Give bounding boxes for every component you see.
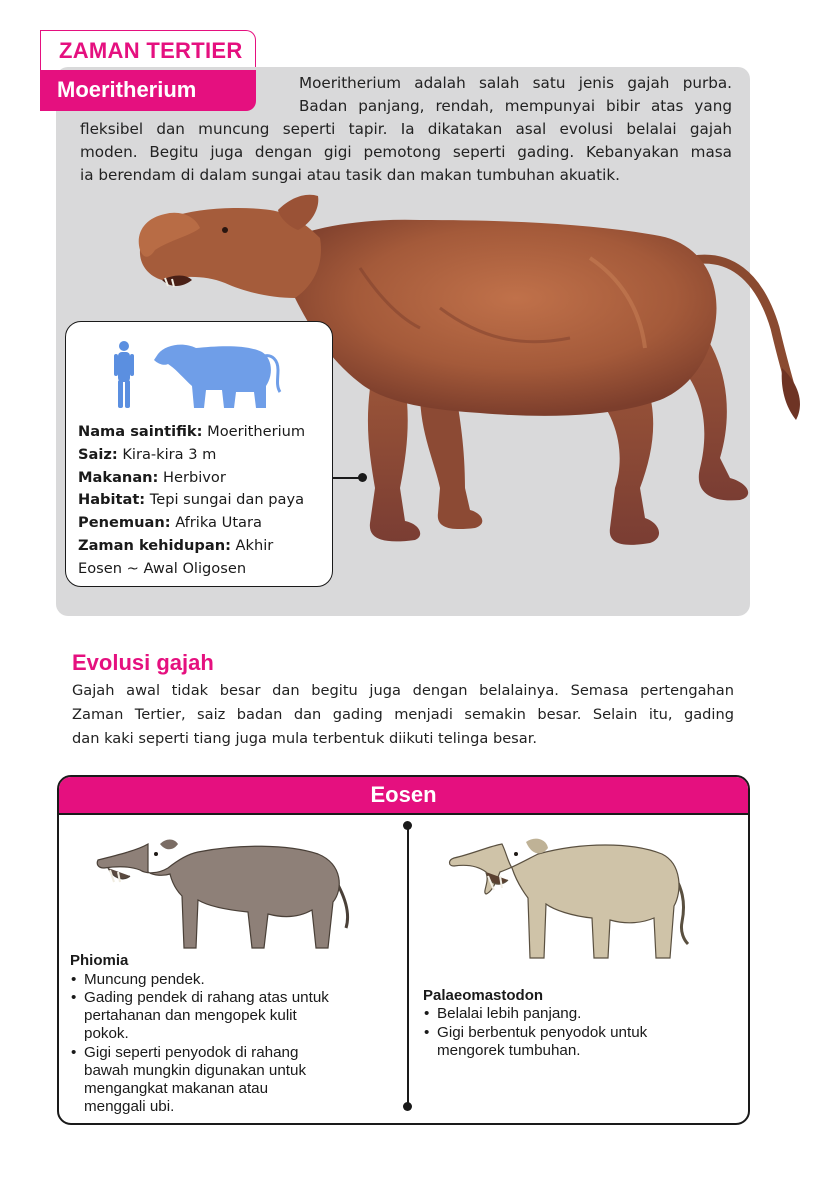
section-title: Evolusi gajah (72, 650, 214, 675)
palaeomastodon-bullet-2-cont: mengorek tumbuhan. (437, 1042, 581, 1059)
period-info-cont: Eosen ~ Awal Oligosen (78, 560, 247, 577)
period-info: Zaman kehidupan: Akhir (78, 537, 274, 554)
intro-line-1: Moeritherium adalah salah satu jenis gajah purba. (299, 74, 732, 92)
animal-name: Moeritherium (57, 77, 197, 102)
column-divider (407, 826, 409, 1108)
phiomia-bullet-3-cont: bawah mungkin digunakan untuk (84, 1062, 307, 1079)
scientific-name: Nama saintifik: Moeritherium (78, 423, 306, 440)
palaeomastodon-name: Palaeomastodon (423, 987, 544, 1004)
fact-box (65, 321, 333, 587)
pointer-dot (358, 473, 367, 482)
palaeomastodon-bullet-1: • Belalai lebih panjang. (424, 1005, 582, 1022)
era-title: ZAMAN TERTIER (59, 38, 243, 63)
era-tab (40, 30, 256, 70)
palaeomastodon-illustration (442, 832, 692, 967)
size-comparison-figure (106, 334, 286, 416)
animal-name-tab (40, 70, 256, 111)
divider-dot-bottom (403, 1102, 412, 1111)
phiomia-bullet-3-cont2: mengangkat makanan atau (84, 1080, 269, 1097)
evolution-line-3: dan kaki seperti tiang juga mula terbentuk diikuti telinga besar. (72, 730, 538, 747)
eosen-header (59, 777, 748, 815)
intro-line-2: Badan panjang, rendah, mempunyai bibir atas yang (299, 97, 732, 115)
phiomia-bullet-3: • Gigi seperti penyodok di rahang (71, 1044, 299, 1061)
size-info: Saiz: Kira-kira 3 m (78, 446, 217, 463)
phiomia-illustration (88, 830, 353, 960)
habitat-info: Habitat: Tepi sungai dan paya (78, 491, 305, 508)
intro-line-3: fleksibel dan muncung seperti tapir. Ia dikatakan asal evolusi belalai gajah (80, 120, 732, 138)
phiomia-bullet-1: • Muncung pendek. (71, 971, 205, 988)
eosen-title: Eosen (370, 782, 437, 807)
phiomia-bullet-3-cont3: menggali ubi. (84, 1098, 175, 1115)
phiomia-bullet-2-cont: pertahanan dan mengopek kulit (84, 1007, 297, 1024)
diet-info: Makanan: Herbivor (78, 469, 226, 486)
intro-line-4: moden. Begitu juga dengan gigi pemotong seperti gading. Kebanyakan masa (80, 143, 732, 161)
discovery-info: Penemuan: Afrika Utara (78, 514, 262, 531)
phiomia-bullet-2: • Gading pendek di rahang atas untuk (71, 989, 329, 1006)
phiomia-bullet-2-cont2: pokok. (84, 1025, 129, 1042)
phiomia-name: Phiomia (70, 952, 129, 969)
intro-line-5: ia berendam di dalam sungai atau tasik dan makan tumbuhan akuatik. (80, 166, 620, 184)
evolution-line-1: Gajah awal tidak besar dan begitu juga dengan belalainya. Semasa pertengahan (72, 682, 734, 699)
palaeomastodon-bullet-2: • Gigi berbentuk penyodok untuk (424, 1024, 648, 1041)
divider-dot-top (403, 821, 412, 830)
evolution-line-2: Zaman Tertier, saiz badan dan gading menjadi semakin besar. Selain itu, gading (72, 706, 734, 723)
